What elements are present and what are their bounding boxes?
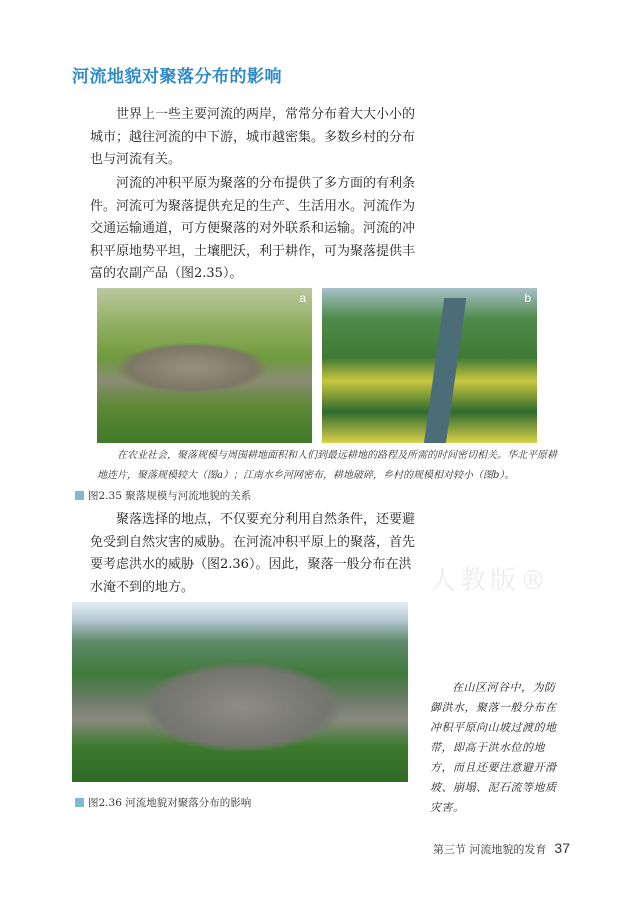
figure-marker-icon: [75, 491, 84, 500]
paragraph-2: 河流的冲积平原为聚落的分布提供了多方面的有利条件。河流可为聚落提供充足的生产、生活用水。河流作为交通运输通道，可方便聚落的对外联系和运输。河流的冲积平原地势平坦，土壤肥沃，利于耕作，可为聚落提供丰富的农副产品（图2.35）。: [90, 176, 416, 281]
figure-label-a: a: [299, 291, 306, 305]
figure-235-caption: 在农业社会，聚落规模与周围耕地面积和人们到最远耕地的路程及所需的时间密切相关。华北平原耕地连片，聚落规模较大（图a）；江南水乡河网密布，耕地破碎，乡村的规模相对较小（图b）。: [97, 450, 557, 481]
figure-235-title: [75, 489, 251, 503]
figure-236-side-text: 在山区河谷中，为防御洪水，聚落一般分布在冲积平原向山坡过渡的地带，即高于洪水位的地方，而且还要注意避开滑坡、崩塌、泥石流等地质灾害。: [430, 681, 557, 814]
watermark: 人教版®: [430, 566, 551, 596]
figure-label-b: b: [524, 291, 531, 305]
section-title: 河流地貌对聚落分布的影响: [72, 67, 282, 87]
page-footer: [433, 840, 570, 857]
figure-marker-icon: [75, 798, 84, 807]
figure-236-title-text: 图2.36 河流地貌对聚落分布的影响: [88, 797, 252, 809]
figure-236-title: [75, 796, 251, 810]
paragraph-1: 世界上一些主要河流的两岸，常常分布着大大小小的城市；越往河流的中下游，城市越密集。多数乡村的分布也与河流有关。: [90, 107, 416, 167]
photo-mountain-valley-village: [72, 602, 408, 782]
figure-235-title-text: 图2.35 聚落规模与河流地貌的关系: [88, 490, 252, 502]
photo-north-china-plain: [97, 288, 312, 443]
paragraph-3: 聚落选择的地点，不仅要充分利用自然条件，还要避免受到自然灾害的威胁。在河流冲积平原上的聚落，首先要考虑洪水的威胁（图2.36）。因此，聚落一般分布在洪水淹不到的地方。: [90, 512, 416, 595]
page-number: 37: [554, 840, 570, 856]
photo-jiangnan-water-town: [322, 288, 537, 443]
footer-section: 第三节 河流地貌的发育: [432, 843, 547, 856]
